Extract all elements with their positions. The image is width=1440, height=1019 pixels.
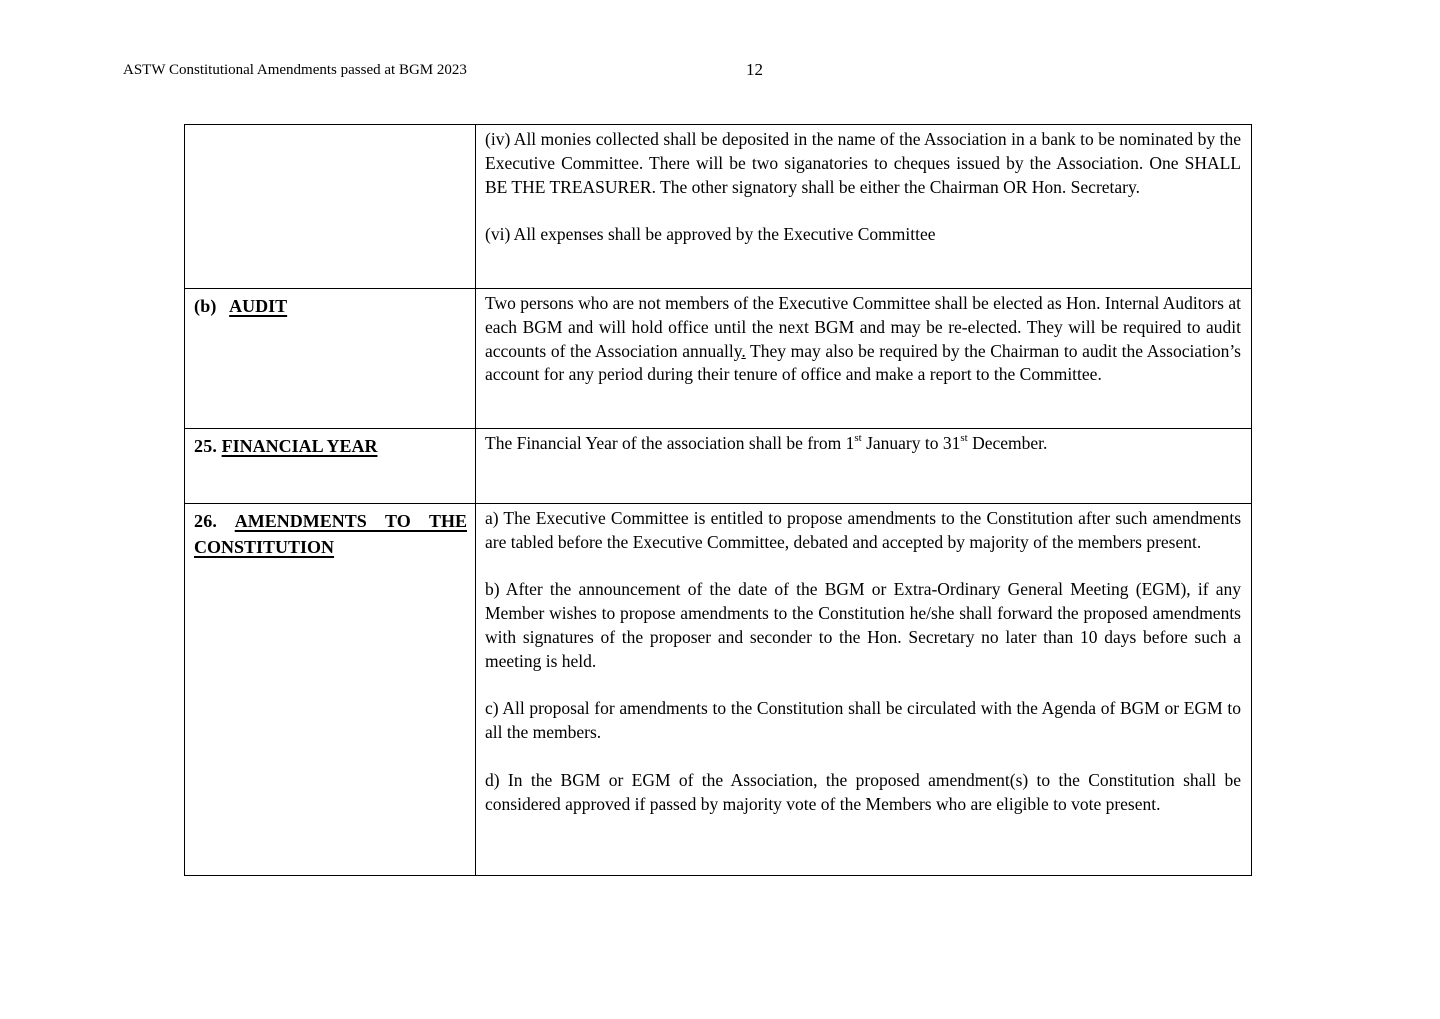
- cell-monies-body: [476, 125, 1252, 289]
- amendments-clause-d: d) In the BGM or EGM of the Association, the proposed amendment(s) to the Constitution shall be considered approved if passed by majority vote of the Members who are eligible to vote present.: [485, 769, 1241, 814]
- document-header-title: ASTW Constitutional Amendments passed at BGM 2023: [123, 62, 467, 78]
- amendments-clause-b: b) After the announcement of the date of the BGM or Extra-Ordinary General Meeting (EGM), if any Member wishes to propose amendments to the Constitution he/she shall forward the proposed amendments with signatures of the proposer and seconder to the Hon. Secretary no later than 10 days before such a meeting is held.: [485, 579, 1241, 671]
- audit-heading-number: (b): [194, 296, 217, 316]
- table-row-financial-year: [185, 429, 1252, 504]
- cell-financial-heading: [185, 429, 476, 504]
- financial-heading-number: 25.: [194, 436, 218, 456]
- audit-body-underlined-period: .: [741, 340, 746, 361]
- cell-audit-body: [476, 289, 1252, 429]
- financial-text-1: The Financial Year of the association shall be from 1: [485, 433, 855, 453]
- clause-iv-text: (iv) All monies collected shall be deposited in the name of the Association in a bank to be nominated by the Executive Committee. There will be two siganatories to cheques issued by the Association. One SHALL BE THE TREASURER. The other signatory shall be either the Chairman OR Hon. Secretary.: [485, 129, 1241, 197]
- amendments-heading-number: 26.: [194, 511, 218, 531]
- audit-body-text: [485, 292, 1241, 387]
- ordinal-suffix-1st: st: [854, 432, 862, 445]
- constitution-table: [184, 124, 1252, 876]
- audit-heading-title: AUDIT: [229, 296, 288, 316]
- cell-audit-heading: [185, 289, 476, 429]
- cell-financial-body: [476, 429, 1252, 504]
- table-row-monies: [185, 125, 1252, 289]
- amendments-clause-a: a) The Executive Committee is entitled to propose amendments to the Constitution after such amendments are tabled before the Executive Committee, debated and accepted by majority of the members present.: [485, 508, 1241, 552]
- financial-text-2: January to 31: [861, 433, 961, 453]
- ordinal-suffix-31st: st: [960, 432, 968, 445]
- audit-body-before: Two persons who are not members of the Executive Committee shall be elected as Hon. Internal Auditors at each BGM and will hold office until the next BGM and may be re-elected. They will be required to audit accounts of the Association annually: [485, 293, 1241, 361]
- cell-amendments-body: [476, 504, 1252, 876]
- amendments-heading: [194, 508, 467, 560]
- audit-body-after: They may also be required by the Chairman to audit the Association’s account for any period during their tenure of office and make a report to the Committee.: [485, 340, 1241, 385]
- audit-heading: [194, 293, 467, 319]
- financial-heading-title: FINANCIAL YEAR: [221, 436, 378, 456]
- table-row-audit: [185, 289, 1252, 429]
- financial-year-text: [485, 432, 1241, 456]
- page-number: 12: [746, 60, 763, 79]
- amendments-clause-c: c) All proposal for amendments to the Constitution shall be circulated with the Agenda of BGM or EGM to all the members.: [485, 698, 1241, 743]
- financial-year-heading: [194, 433, 467, 459]
- cell-monies-label-empty: [185, 125, 476, 289]
- amendments-heading-title: AMENDMENTS TO THE CONSTITUTION: [194, 511, 467, 557]
- clause-vi-text: (vi) All expenses shall be approved by the Executive Committee: [485, 224, 936, 245]
- table-row-amendments: [185, 504, 1252, 876]
- financial-text-3: December.: [967, 433, 1048, 453]
- cell-amendments-heading: [185, 504, 476, 876]
